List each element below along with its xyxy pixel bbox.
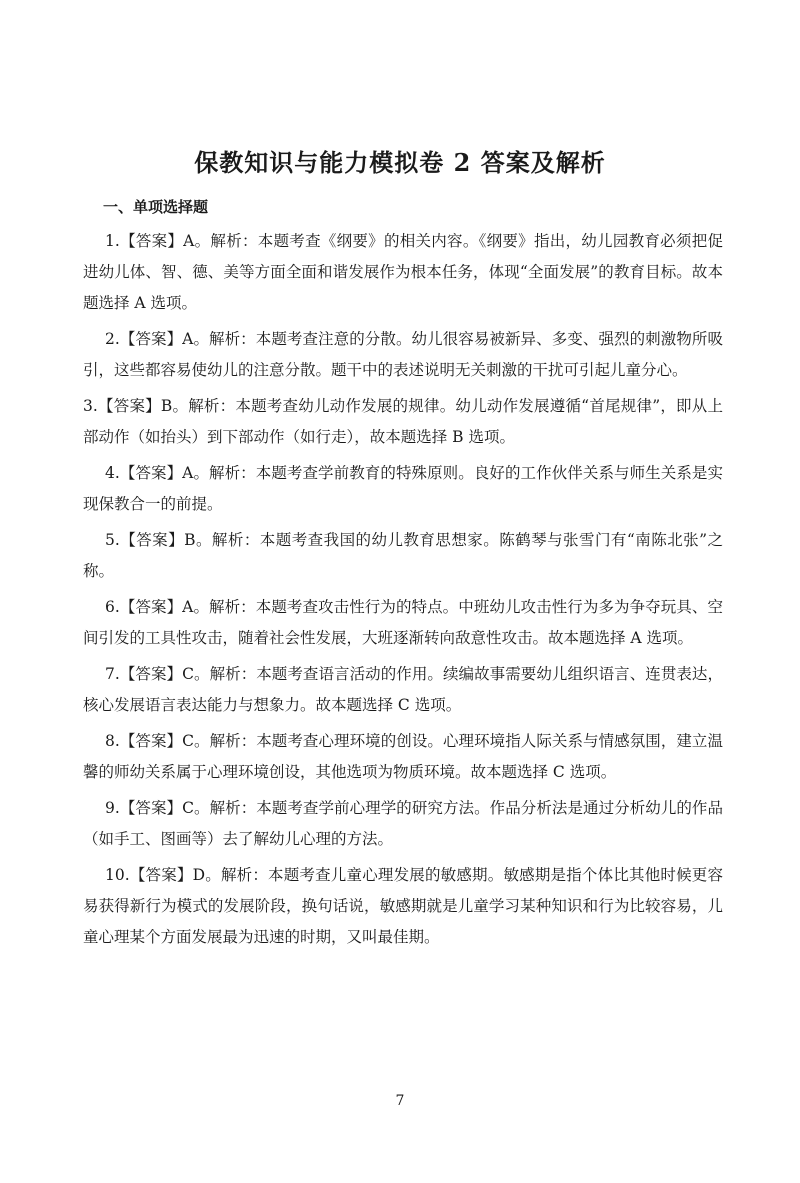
answer-item-9: 9.【答案】C。解析：本题考查学前心理学的研究方法。作品分析法是通过分析幼儿的作品（如手工、图画等）去了解幼儿心理的方法。 (83, 799, 723, 848)
page-number: 7 (395, 1093, 405, 1109)
answer-item-7: 7.【答案】C。解析：本题考查语言活动的作用。续编故事需要幼儿组织语言、连贯表达，核心发展语言表达能力与想象力。故本题选择 C 选项。 (83, 665, 723, 714)
answer-item-1: 1.【答案】A。解析：本题考查《纲要》的相关内容。《纲要》指出，幼儿园教育必须把促进幼儿体、智、德、美等方面全面和谐发展作为根本任务，体现“全面发展”的教育目标。故本题选择 A 选项。 (83, 232, 723, 312)
answer-item-3: 3.【答案】B。解析：本题考查幼儿动作发展的规律。幼儿动作发展遵循“首尾规律”，即从上部动作（如抬头）到下部动作（如行走），故本题选择 B 选项。 (83, 397, 723, 446)
answer-item-4: 4.【答案】A。解析：本题考查学前教育的特殊原则。良好的工作伙伴关系与师生关系是实现保教合一的前提。 (83, 464, 723, 513)
answer-item-6: 6.【答案】A。解析：本题考查攻击性行为的特点。中班幼儿攻击性行为多为争夺玩具、空间引发的工具性攻击，随着社会性发展，大班逐渐转向敌意性攻击。故本题选择 A 选项。 (83, 598, 723, 647)
answer-item-2: 2.【答案】A。解析：本题考查注意的分散。幼儿很容易被新异、多变、强烈的刺激物所吸引，这些都容易使幼儿的注意分散。题干中的表述说明无关刺激的干扰可引起儿童分心。 (83, 330, 723, 379)
answer-list (83, 226, 723, 958)
document-title: 保教知识与能力模拟卷 2 答案及解析 (194, 148, 606, 177)
answer-item-5: 5.【答案】B。解析：本题考查我国的幼儿教育思想家。陈鹤琴与张雪门有“南陈北张”之称。 (83, 531, 723, 580)
section-heading: 一、单项选择题 (103, 198, 209, 216)
answer-item-8: 8.【答案】C。解析：本题考查心理环境的创设。心理环境指人际关系与情感氛围，建立温馨的师幼关系属于心理环境创设，其他选项为物质环境。故本题选择 C 选项。 (83, 732, 723, 781)
answer-item-10: 10.【答案】D。解析：本题考查儿童心理发展的敏感期。敏感期是指个体比其他时候更容易获得新行为模式的发展阶段，换句话说，敏感期就是儿童学习某种知识和行为比较容易，儿童心理某个方面发展最为迅速的时期，又叫最佳期。 (83, 866, 723, 946)
